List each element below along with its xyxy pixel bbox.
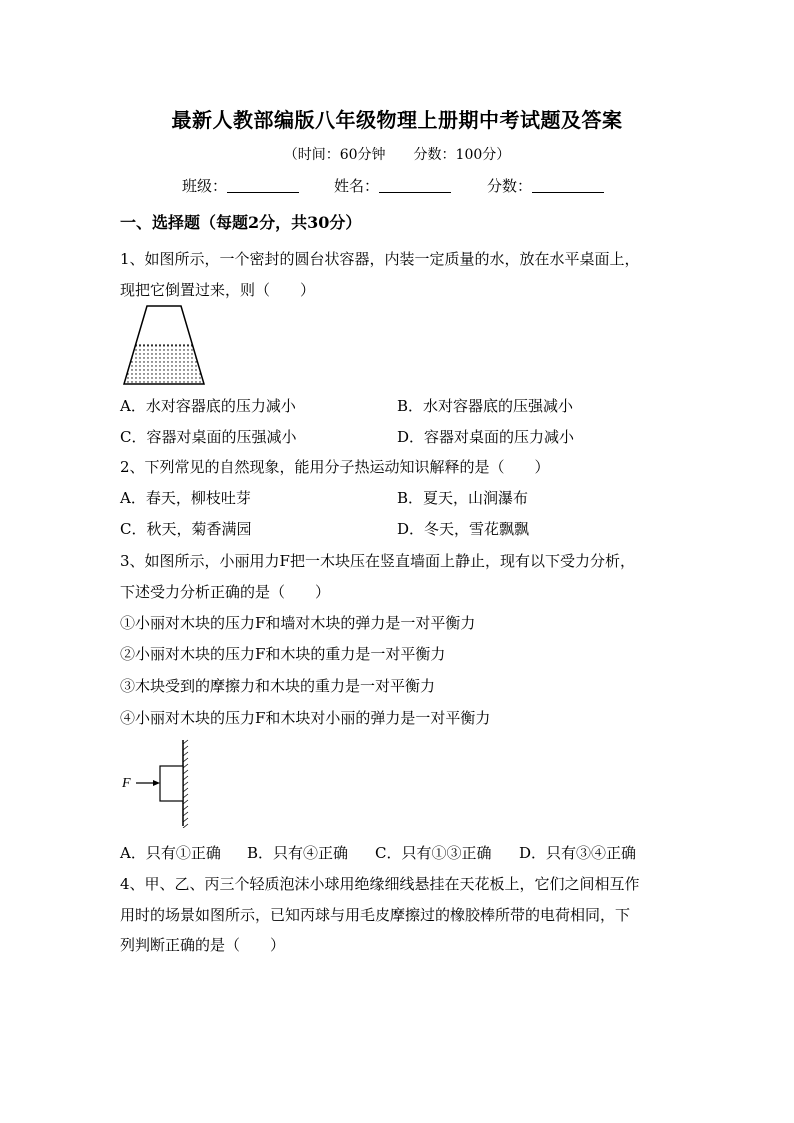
name-blank: [379, 178, 451, 193]
q3-statement-1: ①小丽对木块的压力F和墙对木块的弹力是一对平衡力: [120, 614, 476, 632]
q3-statement-3: ③木块受到的摩擦力和木块的重力是一对平衡力: [120, 677, 436, 695]
force-label: F: [122, 776, 131, 791]
q3-stem-line1: 3、如图所示，小丽用力F把一木块压在竖直墙面上静止，现有以下受力分析，: [120, 552, 635, 570]
score-label: 分数：: [487, 177, 533, 195]
class-label: 班级：: [182, 177, 228, 195]
q1-option-c[interactable]: C．容器对桌面的压强减小: [120, 428, 297, 446]
q1-stem-line1: 1、如图所示，一个密封的圆台状容器，内装一定质量的水，放在水平桌面上，: [120, 250, 640, 268]
q1-stem-line2: 现把它倒置过来，则（ ）: [120, 281, 316, 299]
q2-option-d[interactable]: D．冬天，雪花飘飘: [397, 520, 530, 538]
q3-option-b[interactable]: B．只有④正确: [247, 844, 349, 862]
q4-stem-line2: 用时的场景如图所示，已知丙球与用毛皮摩擦过的橡胶棒所带的电荷相同，下: [120, 906, 631, 924]
q3-option-d[interactable]: D．只有③④正确: [519, 844, 637, 862]
frustum-container-figure: [118, 304, 210, 386]
exam-time-score: （时间：60分钟 分数：100分）: [283, 147, 511, 163]
q2-option-c[interactable]: C．秋天，菊香满园: [120, 520, 252, 538]
force-arrow-head: [153, 780, 160, 786]
class-field: [182, 175, 299, 196]
q3-option-a[interactable]: A．只有①正确: [120, 844, 221, 862]
q3-statement-4: ④小丽对木块的压力F和木块对小丽的弹力是一对平衡力: [120, 709, 491, 727]
section-heading: 一、选择题（每题2分，共30分）: [120, 213, 362, 232]
q2-stem: 2、下列常见的自然现象，能用分子热运动知识解释的是（ ）: [120, 458, 550, 476]
name-label: 姓名：: [334, 177, 380, 195]
page-title: 最新人教部编版八年级物理上册期中考试题及答案: [171, 108, 623, 132]
wooden-block: [160, 766, 183, 801]
q3-option-c[interactable]: C．只有①③正确: [375, 844, 492, 862]
class-blank: [227, 178, 299, 193]
q4-stem-line3: 列判断正确的是（ ）: [120, 936, 286, 954]
q1-option-d[interactable]: D．容器对桌面的压力减小: [397, 428, 575, 446]
q1-option-a[interactable]: A．水对容器底的压力减小: [120, 397, 296, 415]
name-field: [334, 175, 451, 196]
q2-option-a[interactable]: A．春天，柳枝吐芽: [120, 489, 251, 507]
q2-option-b[interactable]: B．夏天，山涧瀑布: [397, 489, 529, 507]
q1-option-b[interactable]: B．水对容器底的压强减小: [397, 397, 574, 415]
water-fill: [124, 345, 204, 384]
score-field: [487, 175, 604, 196]
score-blank: [532, 178, 604, 193]
q3-stem-line2: 下述受力分析正确的是（ ）: [120, 583, 331, 601]
q3-statement-2: ②小丽对木块的压力F和木块的重力是一对平衡力: [120, 645, 446, 663]
q4-stem-line1: 4、甲、乙、丙三个轻质泡沫小球用绝缘细线悬挂在天花板上，它们之间相互作: [120, 875, 640, 893]
